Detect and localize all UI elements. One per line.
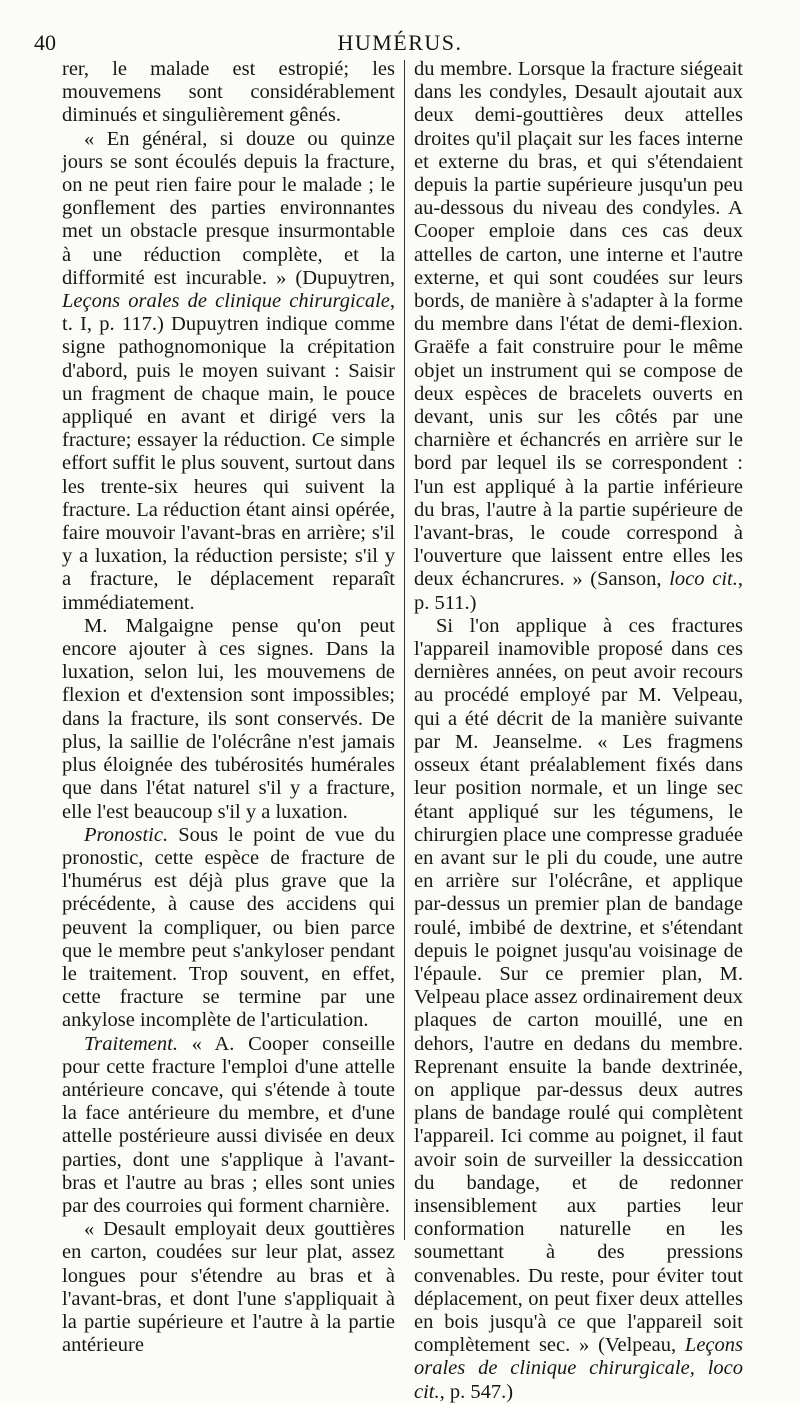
running-title: HUMÉRUS. [337,30,463,55]
paragraph [62,824,395,1033]
section-heading: Traitement. [84,1032,178,1055]
citation-title: loco cit. [669,568,738,591]
paragraph: M. Malgaigne pense qu'on peut encore ajouter à ces signes. Dans la luxation, selon lui, les mouvemens de flexion et d'extension sont impossibles; dans la fracture, ils sont conservés. De plus, la saillie de l'olécrâne n'est jamais plus éloignée des tubérosités humérales que dans l'état naturel s'il y a fracture, elle l'est beaucoup s'il y a luxation. [62,614,395,823]
paragraph [62,128,395,615]
citation-title: Leçons orales de clinique chirurgicale [62,290,390,313]
text-run: « A. Cooper conseille pour cette fracture l'emploi d'une attelle antérieure concave, qui s'étende à toute la face antérieure du membre, et d'une attelle postérieure aussi divisée en deux parties, dont une s'applique à l'avant-bras et l'autre au bras ; elles sont unies par des courroies qui forment charnière. [62,1032,395,1217]
paragraph: « Desault employait deux gouttières en carton, coudées sur leur plat, assez longues pour s'étendre au bras et à l'avant-bras, et dont l'une s'appliquait à la partie supérieure et l'autre à la partie antérieure [62,1218,395,1357]
left-column [62,58,395,1357]
page-number: 40 [34,30,56,55]
text-run: , p. 547.) [439,1380,514,1403]
citation-title: Leçons orales de clinique chirurgicale, loco cit. [414,1334,743,1403]
text-run: du membre. Lorsque la fracture siégeait dans les condyles, Desault ajoutait aux deux demi-gouttières deux attelles droites qu'il plaçait sur les faces interne et externe du bras, et qui s'étendaient depuis la partie supérieure jusqu'un peu au-dessous du niveau des condyles. A Cooper emploie dans ces cas deux attelles de carton, une interne et l'autre externe, et qui sont coudées sur leurs bords, de manière à s'adapter à la forme du membre dans l'état de demi-flexion. Graëfe a fait construire pour le même objet un instrument qui se compose de deux espèces de bracelets ouverts en devant, unis sur les côtés par une charnière et échancrés en arrière sur le bord par lequel ils se correspondent : l'un est appliqué à la partie inférieure du bras, l'autre à la partie supérieure de l'avant-bras, le coude correspond à l'ouverture que laissent entre elles les deux échancrures. » (Sanson, [414,58,743,591]
paragraph [62,1033,395,1219]
text-run: , t. I, p. 117.) Dupuytren indique comme signe pathognomonique la crépitation d'abord, puis le moyen suivant : Saisir un fragment de chaque main, le pouce appliqué en avant et dirigé vers la fracture; essayer la réduction. Ce simple effort suffit le plus souvent, surtout dans les trente-six heures qui suivent la fracture. La réduction étant ainsi opérée, faire mouvoir l'avant-bras en arrière; s'il y a luxation, la réduction persiste; s'il y a fracture, le déplacement reparaît immédiatement. [62,290,395,614]
text-run: « En général, si douze ou quinze jours se sont écoulés depuis la fracture, on ne peut rien faire pour le malade ; le gonflement des parties environnantes met un obstacle presque insurmontable à une réduction complète, et la difformité est incurable. » (Dupuytren, [62,127,395,289]
paragraph [414,615,743,1404]
paragraph: rer, le malade est estropié; les mouvemens sont considérablement diminués et singulièrement gênés. [62,58,395,127]
text-run: , p. 511.) [414,568,743,614]
column-divider [404,60,405,1240]
text-run: Sous le point de vue du pronostic, cette espèce de fracture de l'humérus est déjà plus grave que la précédente, à cause des accidens qui peuvent la compliquer, ou bien parce que le membre peut s'ankyloser pendant le traitement. Trop souvent, en effet, cette fracture se termine par une ankylose incomplète de l'articulation. [62,823,395,1032]
right-column [414,58,743,1403]
text-run: Si l'on applique à ces fractures l'appareil inamovible proposé dans ces dernières années, on peut avoir recours au procédé employé par M. Velpeau, qui a été décrit de la manière suivante par M. Jeanselme. « Les fragmens osseux étant préalablement fixés dans leur position normale, et un linge sec étant appliqué sur les tégumens, le chirurgien place une compresse graduée en avant sur le pli du coude, une autre en arrière sur l'olécrâne, et applique par-dessus un premier plan de bandage roulé, imbibé de dextrine, et s'étendant depuis le poignet jusqu'au voisinage de l'épaule. Sur ce premier plan, M. Velpeau place assez ordinairement deux plaques de carton mouillé, une en dehors, l'autre en dedans du membre. Reprenant ensuite la bande dextrinée, on applique par-dessus deux autres plans de bandage roulé qui complètent l'appareil. Ici comme au poignet, il faut avoir soin de surveiller la dessiccation du bandage, et de redonner insensiblement aux parties leur conformation naturelle en les soumettant à des pressions convenables. Du reste, pour éviter tout déplacement, on peut fixer deux attelles en bois jusqu'à ce que l'appareil soit complètement sec. » (Velpeau, [414,614,743,1357]
paragraph [414,58,743,615]
section-heading: Pronostic. [84,823,169,846]
